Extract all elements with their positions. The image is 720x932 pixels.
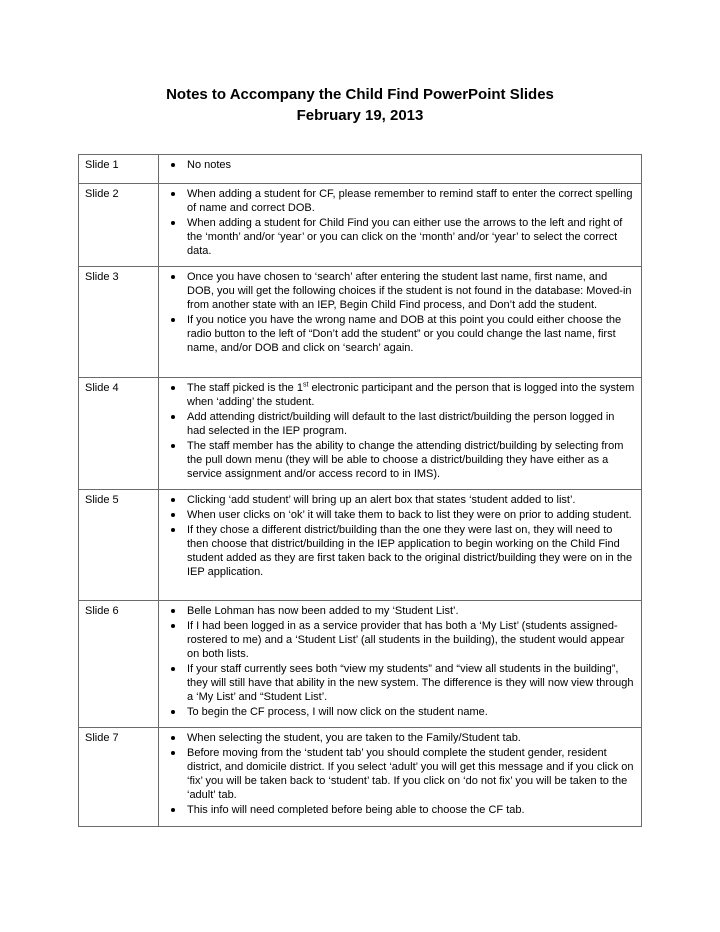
bullet-icon	[171, 667, 175, 671]
note-text: If they chose a different district/building than the one they were last on, they will need to then choose that district/building in the IEP application to begin working on the Child Find student added as they are first taken back to the original district/building they were on in the IEP application.	[187, 524, 633, 578]
bullet-icon	[171, 736, 175, 740]
note-text: Before moving from the ‘student tab’ you should complete the student gender, resident district, and domicile district. If you select ‘adult’ you will get this message and if you click on ‘fix’ you will be taken back to ‘student’ tab. If you click on ‘do not fix’ you will be taken to the ‘adult’ tab.	[187, 747, 634, 801]
list-item	[165, 619, 635, 661]
bullet-icon	[171, 415, 175, 419]
slide-notes-cell	[159, 490, 642, 601]
notes-bullet-list	[165, 731, 635, 817]
notes-bullet-list	[165, 381, 635, 481]
bullet-icon	[171, 710, 175, 714]
list-item	[165, 746, 635, 802]
document-date: February 19, 2013	[296, 107, 424, 124]
note-text: Clicking ‘add student’ will bring up an alert box that states ‘student added to list’.	[187, 494, 576, 506]
bullet-icon	[171, 624, 175, 628]
note-text: If you notice you have the wrong name and DOB at this point you could either choose the radio button to the left of “Don’t add the student” or you could change the last name, first name, and/or DOB and click on ‘search’ again.	[187, 314, 622, 354]
bullet-icon	[171, 444, 175, 448]
note-text: Once you have chosen to ‘search’ after entering the student last name, first name, and DOB, you will get the following choices if the student is not found in the database: Moved-in from another state with an IEP, Begin Child Find process, and Don’t add the student.	[187, 271, 632, 311]
note-text: When adding a student for Child Find you can either use the arrows to the left and right of the ‘month’ and/or ‘year’ or you can click on the ‘month’ and/or ‘year’ to select the correct data.	[187, 217, 623, 257]
slide-number-cell: Slide 4	[79, 378, 159, 490]
bullet-icon	[171, 528, 175, 532]
note-text: If I had been logged in as a service provider that has both a ‘My List’ (students assigned-rostered to me) and a ‘Student List’ (all students in the building), the student would appear on both lists.	[187, 620, 625, 660]
list-item	[165, 604, 635, 618]
list-item	[165, 705, 635, 719]
list-item	[165, 158, 635, 172]
note-text: When adding a student for CF, please remember to remind staff to enter the correct spelling of name and correct DOB.	[187, 188, 633, 214]
note-text: No notes	[187, 159, 232, 171]
note-text: Belle Lohman has now been added to my ‘Student List’.	[187, 605, 459, 617]
bullet-icon	[171, 808, 175, 812]
slide-notes-cell	[159, 184, 642, 267]
bullet-icon	[171, 609, 175, 613]
bullet-icon	[171, 498, 175, 502]
note-text: To begin the CF process, I will now click on the student name.	[187, 706, 488, 718]
table-row	[79, 267, 642, 378]
note-text: When selecting the student, you are taken to the Family/Student tab.	[187, 732, 521, 744]
list-item	[165, 313, 635, 355]
slide-number-cell: Slide 7	[79, 728, 159, 827]
notes-table-body	[79, 155, 642, 827]
table-row	[79, 184, 642, 267]
list-item	[165, 216, 635, 258]
list-item	[165, 381, 635, 409]
list-item	[165, 662, 635, 704]
bullet-icon	[171, 221, 175, 225]
note-text: If your staff currently sees both “view my students” and “view all students in the building”, they will still have that ability in the new system. The difference is they will now view through a ‘My List’ and “Student List’.	[187, 663, 634, 703]
list-item	[165, 493, 635, 507]
bullet-icon	[171, 751, 175, 755]
document-title: Notes to Accompany the Child Find PowerPoint Slides	[166, 86, 554, 103]
list-item	[165, 187, 635, 215]
bullet-icon	[171, 192, 175, 196]
slide-notes-cell	[159, 155, 642, 184]
table-row	[79, 490, 642, 601]
note-text: Add attending district/building will default to the last district/building the person logged in had selected in the IEP program.	[187, 411, 615, 437]
notes-bullet-list	[165, 187, 635, 258]
list-item	[165, 508, 635, 522]
slide-number-cell: Slide 5	[79, 490, 159, 601]
note-text: The staff picked is the 1st electronic participant and the person that is logged into the system when ‘adding’ the student.	[187, 381, 635, 408]
slide-notes-cell	[159, 601, 642, 728]
bullet-icon	[171, 513, 175, 517]
slide-number-cell: Slide 3	[79, 267, 159, 378]
slide-number-cell: Slide 2	[79, 184, 159, 267]
notes-table	[78, 154, 642, 827]
slide-number-cell: Slide 1	[79, 155, 159, 184]
list-item	[165, 523, 635, 579]
slide-notes-cell	[159, 267, 642, 378]
list-item	[165, 803, 635, 817]
table-row	[79, 155, 642, 184]
bullet-icon	[171, 386, 175, 390]
notes-bullet-list	[165, 493, 635, 579]
note-text: The staff member has the ability to change the attending district/building by selecting from the pull down menu (they will be able to choose a district/building they have either as a service assignment and/or access record to in IMS).	[187, 440, 624, 480]
list-item	[165, 270, 635, 312]
bullet-icon	[171, 318, 175, 322]
notes-bullet-list	[165, 604, 635, 719]
slide-notes-cell	[159, 728, 642, 827]
slide-number-cell: Slide 6	[79, 601, 159, 728]
note-text: This info will need completed before being able to choose the CF tab.	[187, 804, 525, 816]
notes-bullet-list	[165, 270, 635, 355]
slide-notes-cell	[159, 378, 642, 490]
list-item	[165, 731, 635, 745]
table-row	[79, 378, 642, 490]
table-row	[79, 728, 642, 827]
list-item	[165, 410, 635, 438]
table-row	[79, 601, 642, 728]
bullet-icon	[171, 163, 175, 167]
note-text: When user clicks on ‘ok’ it will take them to back to list they were on prior to adding student.	[187, 509, 632, 521]
bullet-icon	[171, 275, 175, 279]
notes-bullet-list	[165, 158, 635, 172]
list-item	[165, 439, 635, 481]
